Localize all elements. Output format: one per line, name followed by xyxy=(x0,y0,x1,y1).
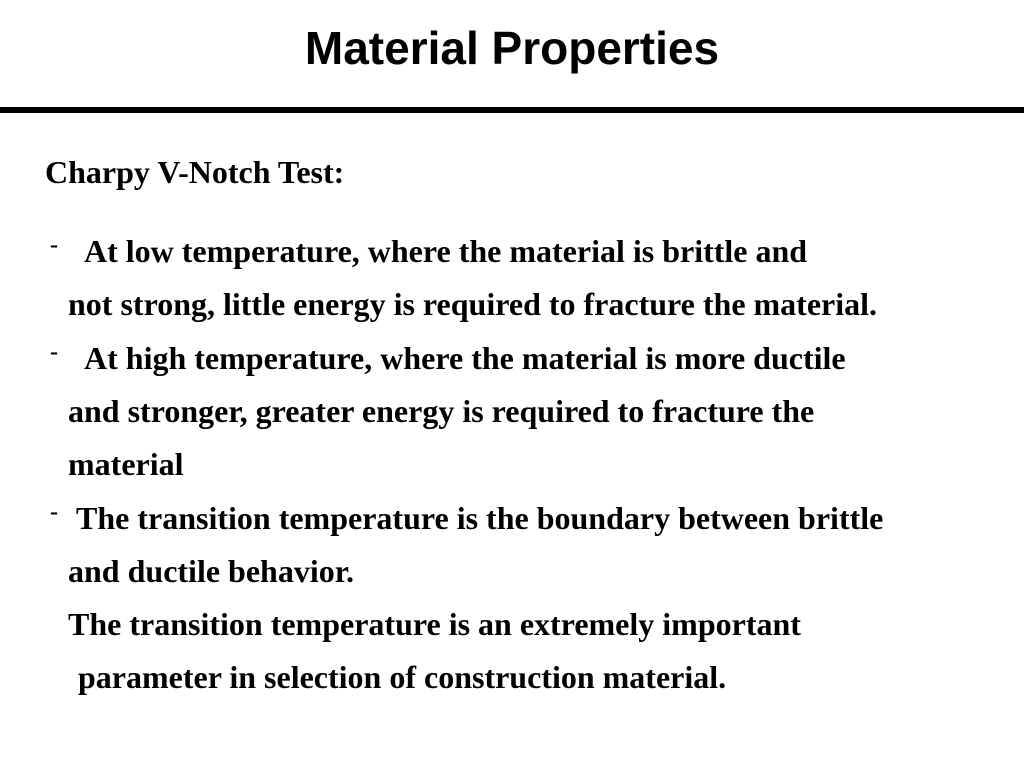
bullet-dash: - xyxy=(50,499,58,525)
bullet-dash: - xyxy=(50,339,58,365)
body-line: and stronger, greater energy is required to fracture the xyxy=(68,393,815,429)
body-line: material xyxy=(68,446,184,482)
title-divider xyxy=(0,107,1024,113)
bullet-dash: - xyxy=(50,232,58,258)
body-line: parameter in selection of construction material. xyxy=(78,659,727,695)
slide-title: Material Properties xyxy=(304,22,720,74)
body-line: not strong, little energy is required to fracture the material. xyxy=(68,286,878,322)
section-heading: Charpy V-Notch Test: xyxy=(45,154,345,190)
body-line: and ductile behavior. xyxy=(68,553,354,589)
body-line: At low temperature, where the material is brittle and xyxy=(84,233,808,269)
body-line: At high temperature, where the material is more ductile xyxy=(84,340,846,376)
body-line: The transition temperature is the boundary between brittle xyxy=(76,500,884,536)
body-line: The transition temperature is an extremely important xyxy=(68,606,801,642)
